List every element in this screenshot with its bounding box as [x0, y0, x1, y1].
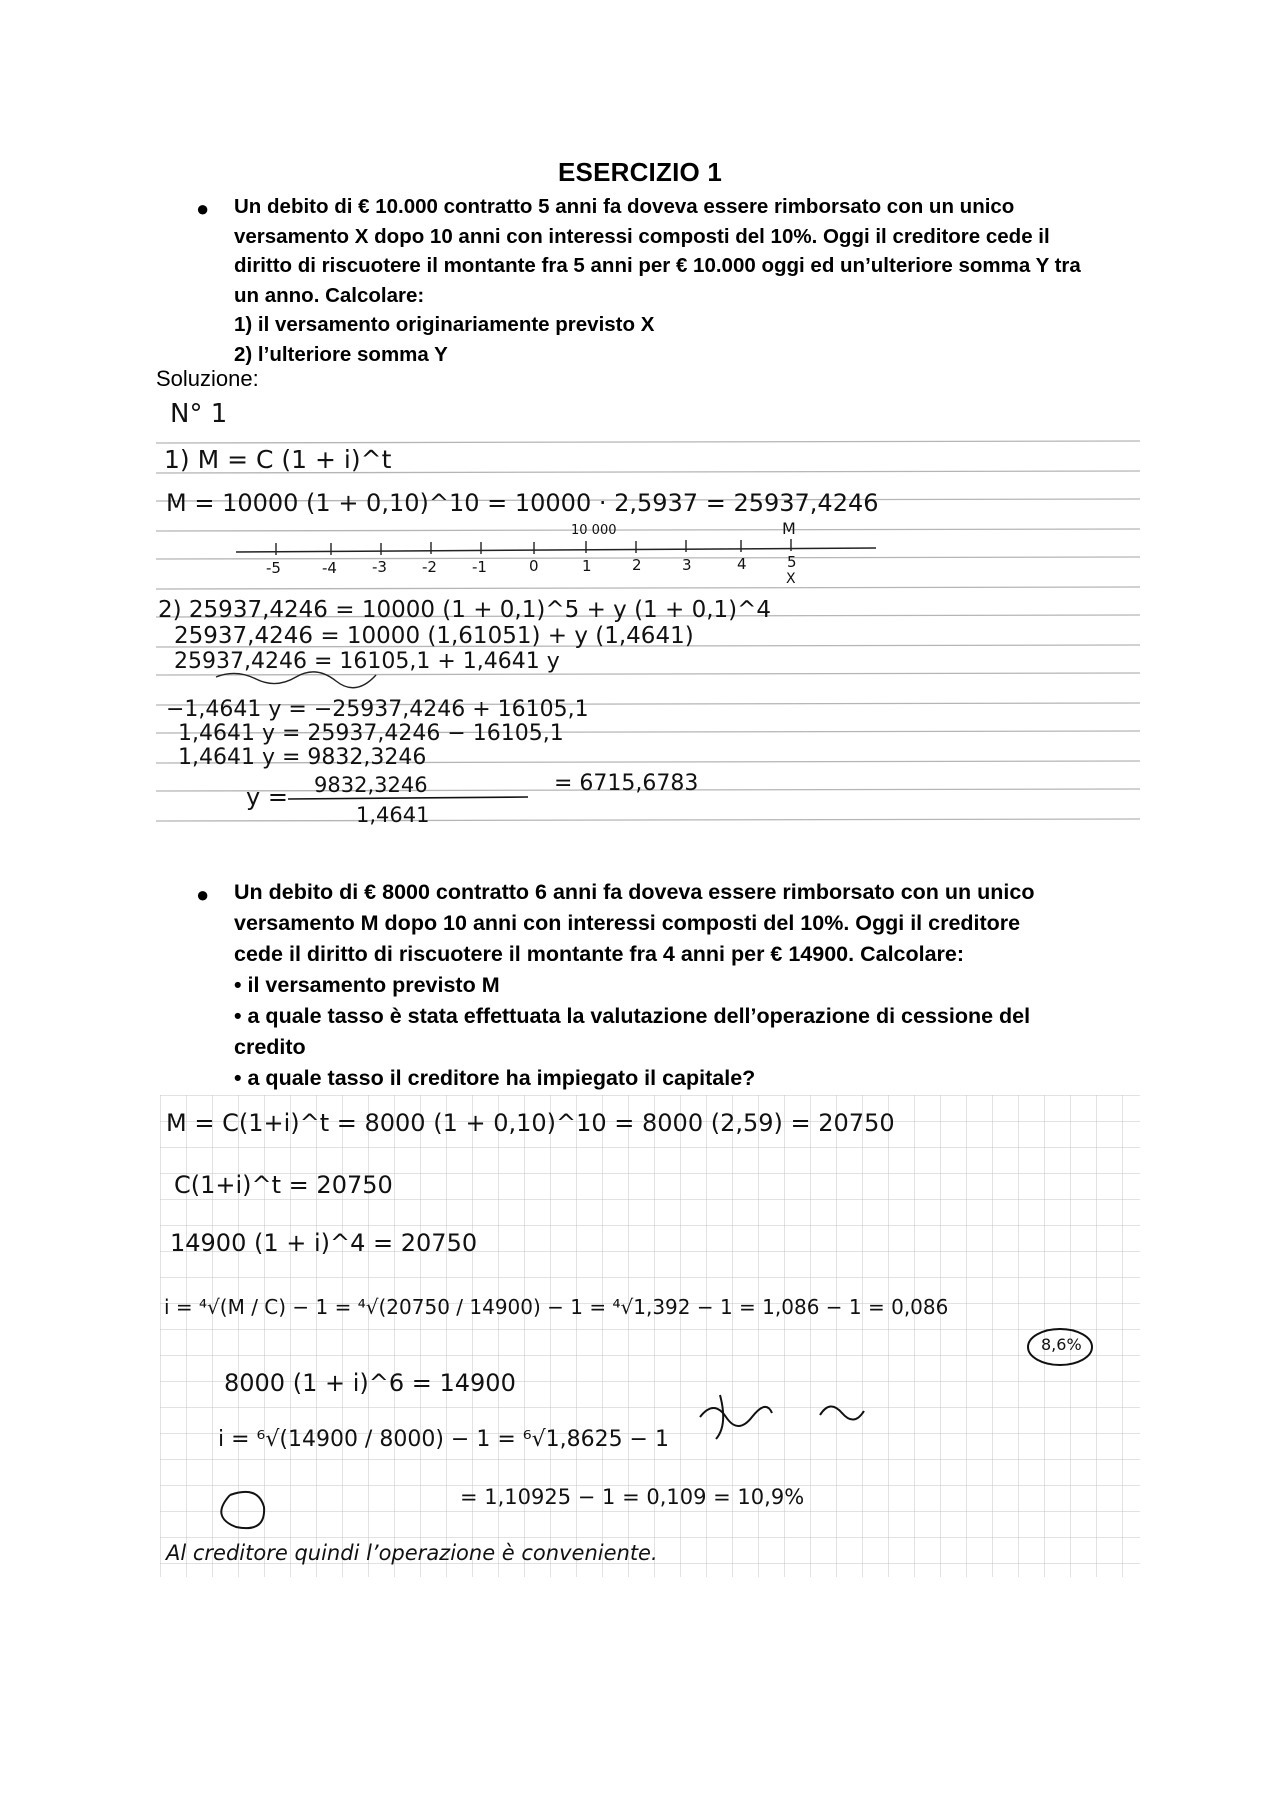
- problem-2-line: credito: [234, 1035, 306, 1059]
- problem-2-line: • a quale tasso il creditore ha impiegato il capitale?: [234, 1066, 756, 1090]
- notes-2-line: = 1,10925 − 1 = 0,109 = 10,9%: [460, 1485, 805, 1509]
- problem-2-line: Un debito di € 8000 contratto 6 anni fa doveva essere rimborsato con un unico: [234, 880, 1035, 904]
- y-label: y =: [246, 783, 288, 811]
- timeline-tick: 3: [682, 556, 692, 574]
- notes-2-line: 14900 (1 + i)^4 = 20750: [170, 1229, 478, 1257]
- bullet-problem-1: ●: [196, 196, 210, 221]
- problem-2-line: • a quale tasso è stata effettuata la valutazione dell’operazione di cessione del: [234, 1004, 1031, 1028]
- notes-2-line: i = ⁶√(14900 / 8000) − 1 = ⁶√1,8625 − 1: [218, 1427, 669, 1452]
- problem-2-line: cede il diritto di riscuotere il montante fra 4 anni per € 14900. Calcolare:: [234, 942, 965, 966]
- timeline-tick: -4: [322, 559, 337, 577]
- notes-1-line: 25937,4246 = 10000 (1,61051) + y (1,4641): [174, 623, 694, 649]
- notes-1-line: 1) M = C (1 + i)^t: [164, 445, 392, 474]
- timeline-label-10000: 10 000: [571, 523, 617, 538]
- timeline-tick: 5: [787, 553, 797, 571]
- notes-2-conclusion: Al creditore quindi l’operazione è conveniente.: [166, 1541, 658, 1565]
- y-result: = 6715,6783: [554, 771, 699, 796]
- problem-2-line: versamento M dopo 10 anni con interessi composti del 10%. Oggi il creditore: [234, 911, 1021, 935]
- notes-2-line: M = C(1+i)^t = 8000 (1 + 0,10)^10 = 8000 (2,59) = 20750: [166, 1109, 895, 1137]
- handwritten-notes-1: [156, 395, 1140, 835]
- timeline-tick: 4: [737, 555, 747, 573]
- notes-1-line: M = 10000 (1 + 0,10)^10 = 10000 · 2,5937 = 25937,4246: [166, 489, 879, 517]
- circled-result: 8,6%: [1041, 1335, 1082, 1354]
- problem-1-line: versamento X dopo 10 anni con interessi composti del 10%. Oggi il creditore cede il: [234, 224, 1050, 248]
- problem-2-line: • il versamento previsto M: [234, 973, 500, 997]
- handwritten-notes-2: [160, 1095, 1140, 1577]
- timeline-tick: -2: [422, 558, 437, 576]
- notes-1-line: 1,4641 y = 25937,4246 − 16105,1: [178, 721, 564, 746]
- page-title: ESERCIZIO 1: [557, 157, 722, 187]
- y-denominator: 1,4641: [356, 803, 430, 827]
- notes-1-line: −1,4641 y = −25937,4246 + 16105,1: [166, 697, 589, 722]
- timeline-label-m: M: [782, 519, 796, 538]
- notes-1-line: 1,4641 y = 9832,3246: [178, 745, 427, 770]
- timeline-tick: 1: [582, 557, 592, 575]
- timeline-tick: -5: [266, 559, 281, 577]
- problem-1-line: diritto di riscuotere il montante fra 5 anni per € 10.000 oggi ed un’ulteriore somma Y tra: [234, 254, 1081, 277]
- problem-1-line: Un debito di € 10.000 contratto 5 anni fa doveva essere rimborsato con un unico: [234, 195, 1015, 218]
- timeline-tick: 2: [632, 556, 642, 574]
- solution-label: Soluzione:: [156, 366, 259, 391]
- problem-1-text: [234, 192, 1134, 369]
- notes-2-line: 8000 (1 + i)^6 = 14900: [224, 1369, 516, 1397]
- timeline-tick: -3: [372, 558, 387, 576]
- timeline-tick: 0: [529, 557, 539, 575]
- problem-1-line: 2) l’ulteriore somma Y: [234, 342, 448, 366]
- notes-1-header: N° 1: [170, 399, 228, 429]
- problem-1-line: un anno. Calcolare:: [234, 283, 425, 307]
- fraction-bar: [288, 797, 528, 799]
- bullet-problem-2: ●: [196, 882, 210, 907]
- problem-2-text: [234, 877, 1134, 1094]
- y-numerator: 9832,3246: [314, 773, 428, 797]
- timeline-axis: [236, 548, 876, 552]
- notes-2-line: i = ⁴√(M / C) − 1 = ⁴√(20750 / 14900) − 1 = ⁴√1,392 − 1 = 1,086 − 1 = 0,086: [164, 1295, 949, 1319]
- timeline-tick: -1: [472, 558, 487, 576]
- timeline-x: X: [786, 571, 796, 587]
- problem-1-line: 1) il versamento originariamente previsto X: [234, 313, 655, 336]
- notes-2-line: C(1+i)^t = 20750: [174, 1171, 393, 1199]
- notes-1-line: 25937,4246 = 16105,1 + 1,4641 y: [174, 649, 560, 674]
- notes-1-line: 2) 25937,4246 = 10000 (1 + 0,1)^5 + y (1 + 0,1)^4: [158, 597, 772, 623]
